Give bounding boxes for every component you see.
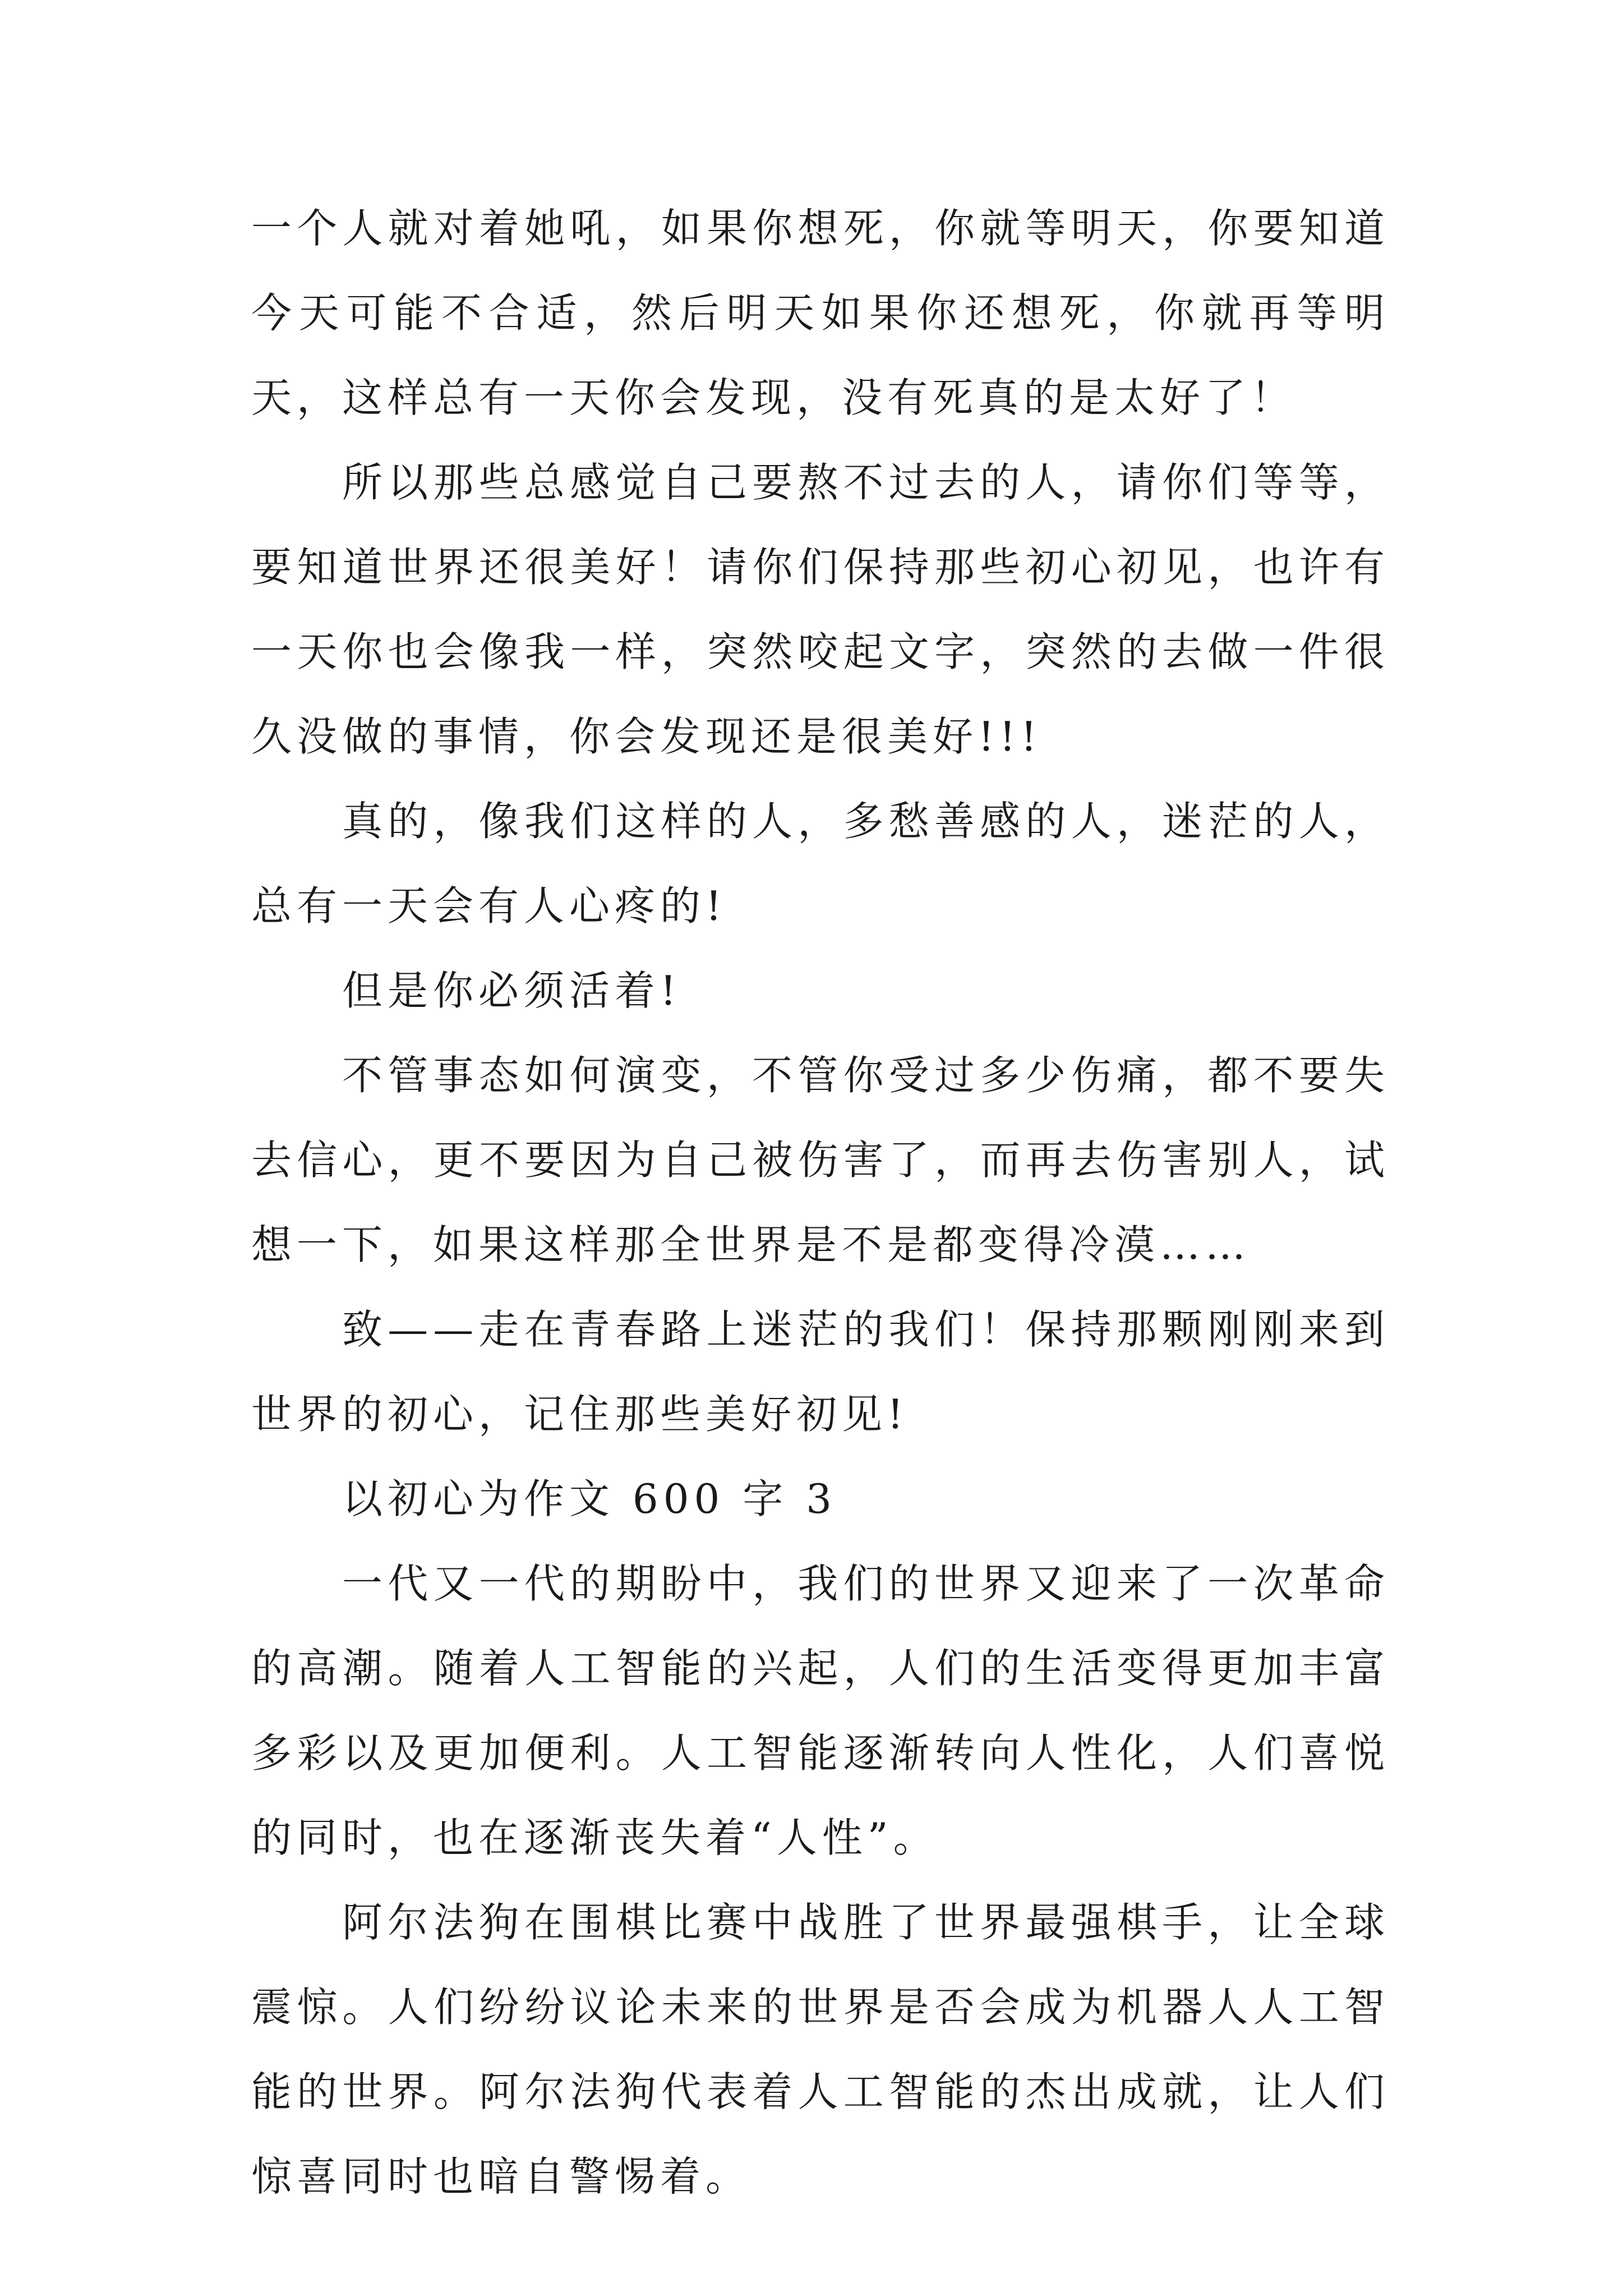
paragraph-2: 所以那些总感觉自己要熬不过去的人，请你们等等，要知道世界还很美好！请你们保持那些初心初见，也许有一天你也会像我一样，突然咬起文字，突然的去做一件很久没做的事情，你会发现还是很美好!!! bbox=[251, 459, 1390, 760]
paragraph-1: 一个人就对着她吼，如果你想死，你就等明天，你要知道今天可能不合适，然后明天如果你还想死，你就再等明天，这样总有一天你会发现，没有死真的是太好了！ bbox=[251, 205, 1390, 421]
paragraph-6: 致——走在青春路上迷茫的我们！保持那颗刚刚来到世界的初心，记住那些美好初见! bbox=[251, 1306, 1390, 1438]
paragraph-7: 一代又一代的期盼中，我们的世界又迎来了一次革命的高潮。随着人工智能的兴起，人们的生活变得更加丰富多彩以及更加便利。人工智能逐渐转向人性化，人们喜悦的同时，也在逐渐丧失着“人性”。 bbox=[251, 1560, 1390, 1861]
paragraph-5: 不管事态如何演变，不管你受过多少伤痛，都不要失去信心，更不要因为自己被伤害了，而再去伤害别人，试想一下，如果这样那全世界是不是都变得冷漠…… bbox=[251, 1052, 1390, 1268]
document-body bbox=[251, 186, 1390, 2219]
paragraph-4: 但是你必须活着! bbox=[342, 967, 681, 1014]
section-heading: 以初心为作文 600 字 3 bbox=[342, 1475, 837, 1522]
paragraph-3: 真的，像我们这样的人，多愁善感的人，迷茫的人，总有一天会有人心疼的! bbox=[251, 798, 1390, 930]
paragraph-8: 阿尔法狗在围棋比赛中战胜了世界最强棋手，让全球震惊。人们纷纷议论未来的世界是否会成为机器人人工智能的世界。阿尔法狗代表着人工智能的杰出成就，让人们惊喜同时也暗自警惕着。 bbox=[251, 1899, 1390, 2200]
